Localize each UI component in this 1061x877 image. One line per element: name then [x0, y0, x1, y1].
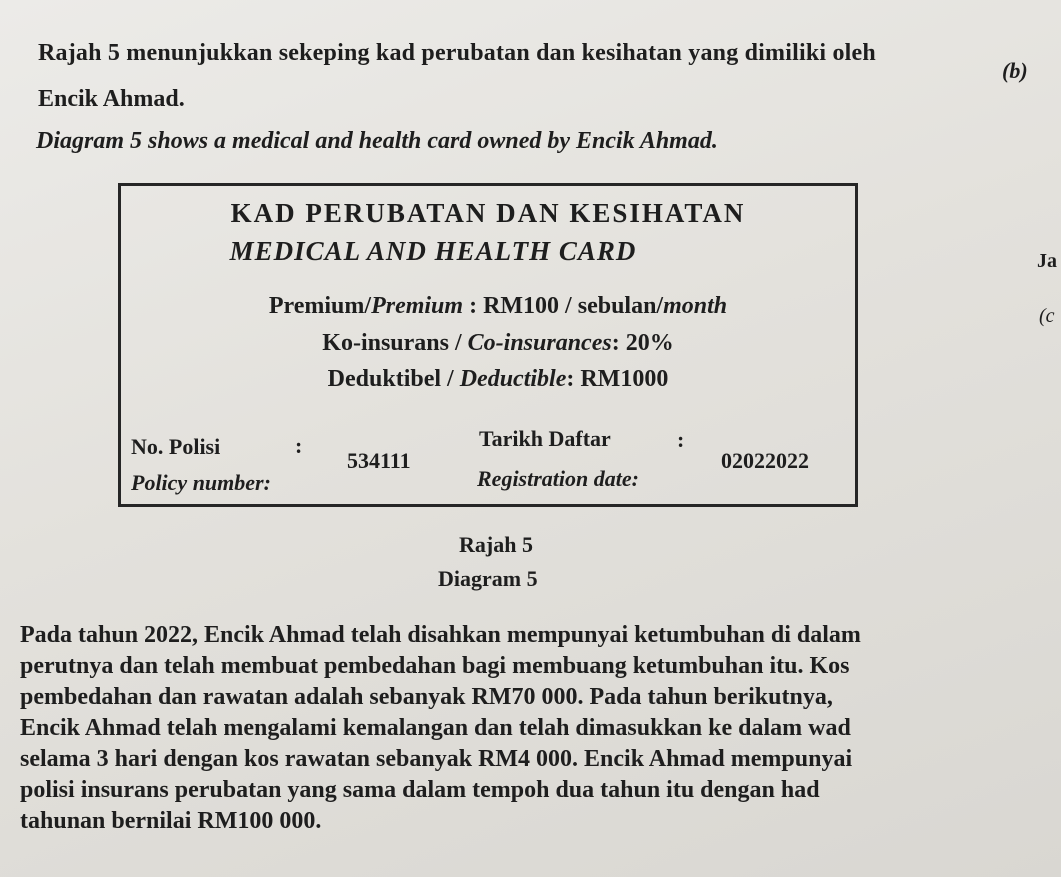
- card-title-ms: KAD PERUBATAN DAN KESIHATAN: [230, 198, 746, 228]
- intro-text-ms-line2: Encik Ahmad.: [38, 86, 185, 112]
- paragraph-line: selama 3 hari dengan kos rawatan sebanyak RM4 000. Encik Ahmad mempunyai: [20, 746, 853, 772]
- paragraph-line: pembedahan dan rawatan adalah sebanyak RM70 000. Pada tahun berikutnya,: [20, 684, 833, 710]
- policy-number-value: 534111: [347, 448, 411, 473]
- deductible-label-ms: Deduktibel /: [327, 366, 460, 392]
- diagram-caption-ms: Rajah 5: [459, 532, 533, 557]
- deductible-line: [121, 366, 855, 393]
- registration-date-label-en: Registration date:: [477, 466, 639, 491]
- medical-health-card: [118, 183, 858, 507]
- question-part-label: (b): [1002, 58, 1028, 83]
- premium-line: [121, 293, 855, 320]
- intro-text-ms-line1: Rajah 5 menunjukkan sekeping kad perubatan dan kesihatan yang dimiliki oleh: [38, 40, 876, 66]
- premium-unit-en: month: [663, 293, 728, 319]
- paragraph-line: tahunan bernilai RM100 000.: [20, 808, 322, 834]
- coinsurance-value: : 20%: [611, 330, 674, 356]
- coinsurance-label-en: Co-insurances: [467, 330, 612, 356]
- cropped-edge-text: (c: [1039, 305, 1055, 327]
- cropped-edge-text: Ja: [1037, 250, 1057, 272]
- diagram-caption-en: Diagram 5: [438, 566, 538, 591]
- coinsurance-label-ms: Ko-insurans /: [322, 330, 468, 356]
- policy-number-label-en: Policy number:: [131, 470, 271, 495]
- paragraph-line: perutnya dan telah membuat pembedahan bagi membuang ketumbuhan itu. Kos: [20, 653, 850, 679]
- paragraph-line: Encik Ahmad telah mengalami kemalangan dan telah dimasukkan ke dalam wad: [20, 715, 851, 741]
- intro-text-en: Diagram 5 shows a medical and health card owned by Encik Ahmad.: [36, 128, 718, 154]
- premium-value: : RM100 / sebulan/: [463, 293, 664, 319]
- registration-date-label-ms: Tarikh Daftar: [479, 426, 611, 451]
- deductible-label-en: Deductible: [459, 366, 567, 392]
- question-paragraph: [20, 620, 1020, 837]
- card-title-en: MEDICAL AND HEALTH CARD: [229, 236, 637, 266]
- paragraph-line: polisi insurans perubatan yang sama dalam tempoh dua tahun itu dengan had: [20, 777, 820, 803]
- premium-label-ms: Premium/: [268, 293, 372, 319]
- policy-number-label-ms: No. Polisi: [131, 434, 221, 459]
- paragraph-line: Pada tahun 2022, Encik Ahmad telah disahkan mempunyai ketumbuhan di dalam: [20, 622, 861, 648]
- policy-number-colon: :: [295, 433, 303, 458]
- coinsurance-line: [121, 330, 855, 357]
- deductible-value: : RM1000: [566, 366, 669, 392]
- registration-date-value: 02022022: [721, 448, 809, 473]
- registration-date-colon: :: [677, 427, 685, 452]
- premium-label-en: Premium: [371, 293, 464, 319]
